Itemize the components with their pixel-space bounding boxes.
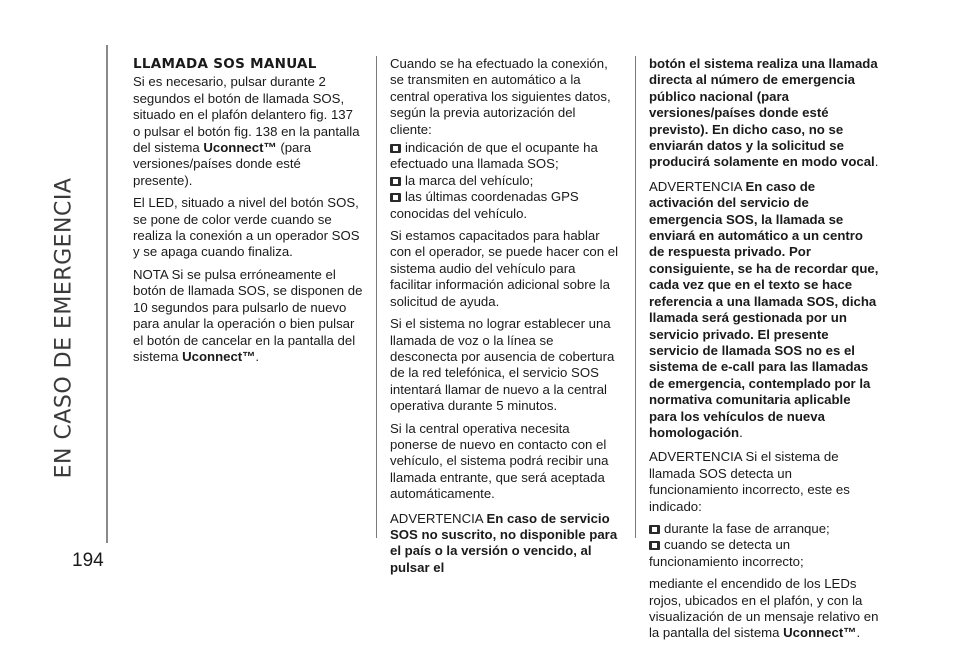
bullet-icon [390, 177, 401, 186]
paragraph: Cuando se ha efectuado la conexión, se transmiten en automático a la central operativa los siguientes datos, según la previa autorización del cliente: [390, 56, 611, 137]
column-2 [390, 56, 620, 582]
side-rule [106, 45, 108, 543]
paragraph: Si es necesario, pulsar durante 2 segundos el botón de llamada SOS, situado en el plafón delantero fig. 137 o pulsar el botón fig. 138 en la pantalla del sistema Uconnect™ (para versiones/países donde esté presente). [133, 74, 360, 188]
paragraph: mediante el encendido de los LEDs rojos, ubicados en el plafón, y con la visualización de un mensaje relativo en la pantalla del sistema Uconnect™. [649, 576, 879, 641]
paragraph: Si el sistema no lograr establecer una llamada de voz o la línea se desconecta por ausencia de cobertura de la red telefónica, el servicio SOS intentará llamar de nuevo a la central operativa durante 5 minutos. [390, 316, 615, 414]
column-divider [635, 56, 636, 538]
list-item: la marca del vehículo; [390, 173, 620, 189]
bullet-icon [649, 525, 660, 534]
bullet-icon [390, 193, 401, 202]
paragraph: El LED, situado a nivel del botón SOS, se pone de color verde cuando se realiza la conexión a un operador SOS y se apaga cuando finaliza. [133, 195, 360, 260]
warning-paragraph: ADVERTENCIA En caso de servicio SOS no suscrito, no disponible para el país o la versión o vencido, al pulsar el [390, 510, 618, 575]
list-item: indicación de que el ocupante ha efectuado una llamada SOS; [390, 140, 598, 172]
warning-paragraph: botón el sistema realiza una llamada directa al número de emergencia público nacional (para versiones/países donde esté previsto). En dicho caso, no se enviarán datos y la solicitud se producirá solamente en modo vocal. [649, 56, 879, 170]
column-divider [376, 56, 377, 538]
warning-paragraph: ADVERTENCIA Si el sistema de llamada SOS detecta un funcionamiento incorrecto, este es indicado: [649, 449, 850, 514]
column-1 [133, 56, 363, 371]
paragraph: Si la central operativa necesita ponerse de nuevo en contacto con el vehículo, el sistema podrá recibir una llamada entrante, que será aceptada automáticamente. [390, 420, 609, 502]
warning-paragraph: ADVERTENCIA En caso de activación del servicio de emergencia SOS, la llamada se enviará en automático a un centro de respuesta privado. Por consiguiente, se ha de recordar que, cada vez que en el texto se hace referencia a una llamada SOS, dicha llamada será gestionada por un servicio privado. El presente servicio de llamada SOS no es el sistema de e-call para las llamadas de emergencia, contemplado por la normativa comunitaria aplicable para los vehículos de nueva homologación. [649, 178, 879, 440]
list-item: durante la fase de arranque; [649, 521, 881, 537]
note-paragraph: NOTA Si se pulsa erróneamente el botón de llamada SOS, se disponen de 10 segundos para pulsarlo de nuevo para anular la operación o bien pulsar el botón de cancelar en la pantalla del sistema Uconnect™. [133, 266, 363, 364]
paragraph: Si estamos capacitados para hablar con el operador, se puede hacer con el sistema audio del vehículo para facilitar información adicional sobre la solicitud de ayuda. [390, 228, 619, 309]
section-heading: LLAMADA SOS MANUAL [133, 56, 317, 72]
bullet-icon [649, 541, 660, 550]
list-item: cuando se detecta un funcionamiento incorrecto; [649, 537, 804, 569]
bullet-icon [390, 144, 401, 153]
list-item: las últimas coordenadas GPS conocidas del vehículo. [390, 189, 579, 221]
page-number: 194 [72, 550, 104, 571]
column-3 [649, 56, 881, 648]
